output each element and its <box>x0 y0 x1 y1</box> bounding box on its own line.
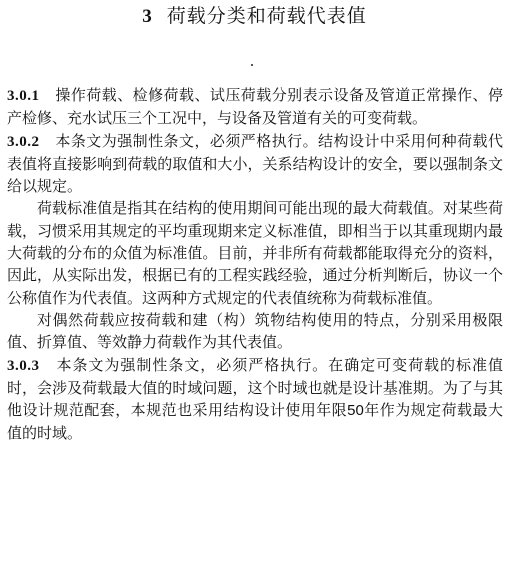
year-value: 50 <box>347 402 364 420</box>
clause-text: 本条文为强制性条文，必须严格执行。结构设计中采用何种荷载代表值将直接影响到荷载的取值和大小，关系结构设计的安全，要以强制条文给以规定。 <box>7 131 503 196</box>
section-number: 3 <box>142 6 153 27</box>
decorative-dot <box>251 64 253 66</box>
section-title: 荷载分类和荷载代表值 <box>166 5 367 27</box>
clause-3-0-3 <box>7 354 503 445</box>
clause-paragraph: 对偶然荷载应按荷载和建（构）筑物结构使用的特点，分别采用极限值、折算值、等效静力荷载作为其代表值。 <box>7 310 503 352</box>
clause-paragraph: 荷载标准值是指其在结构的使用期间可能出现的最大荷载值。对某些荷载，习惯采用其规定的平均重现期来定义标准值，即相当于以其重现期内最大荷载的分布的众值为标准值。目前，并非所有荷载都能取得充分的资料，因此，从实际出发，根据已有的工程实践经验，通过分析判断后，协议一个公称值作为代表值。这两种方式规定的代表值统称为荷载标准值。 <box>7 199 503 307</box>
clause-number: 3.0.3 <box>7 357 40 374</box>
clause-text-end: 年作为规定荷载最大值的时域。 <box>7 401 503 443</box>
section-heading <box>0 4 509 29</box>
clause-number: 3.0.2 <box>7 133 40 150</box>
clause-3-0-1 <box>7 84 503 130</box>
clause-3-0-2 <box>7 130 503 198</box>
clause-text: 操作荷载、检修荷载、试压荷载分别表示设备及管道正常操作、停产检修、充水试压三个工况中，与设备及管道有关的可变荷载。 <box>7 86 503 128</box>
document-body <box>7 84 503 445</box>
clause-text: 本条文为强制性条文，必须严格执行。在确定可变荷载的标准值时，会涉及荷载最大值的时域问题，这个时域也就是设计基准期。为了与其他设计规范配套，本规范也采用结构设计使用年限 <box>7 355 503 420</box>
clause-number: 3.0.1 <box>7 88 40 104</box>
